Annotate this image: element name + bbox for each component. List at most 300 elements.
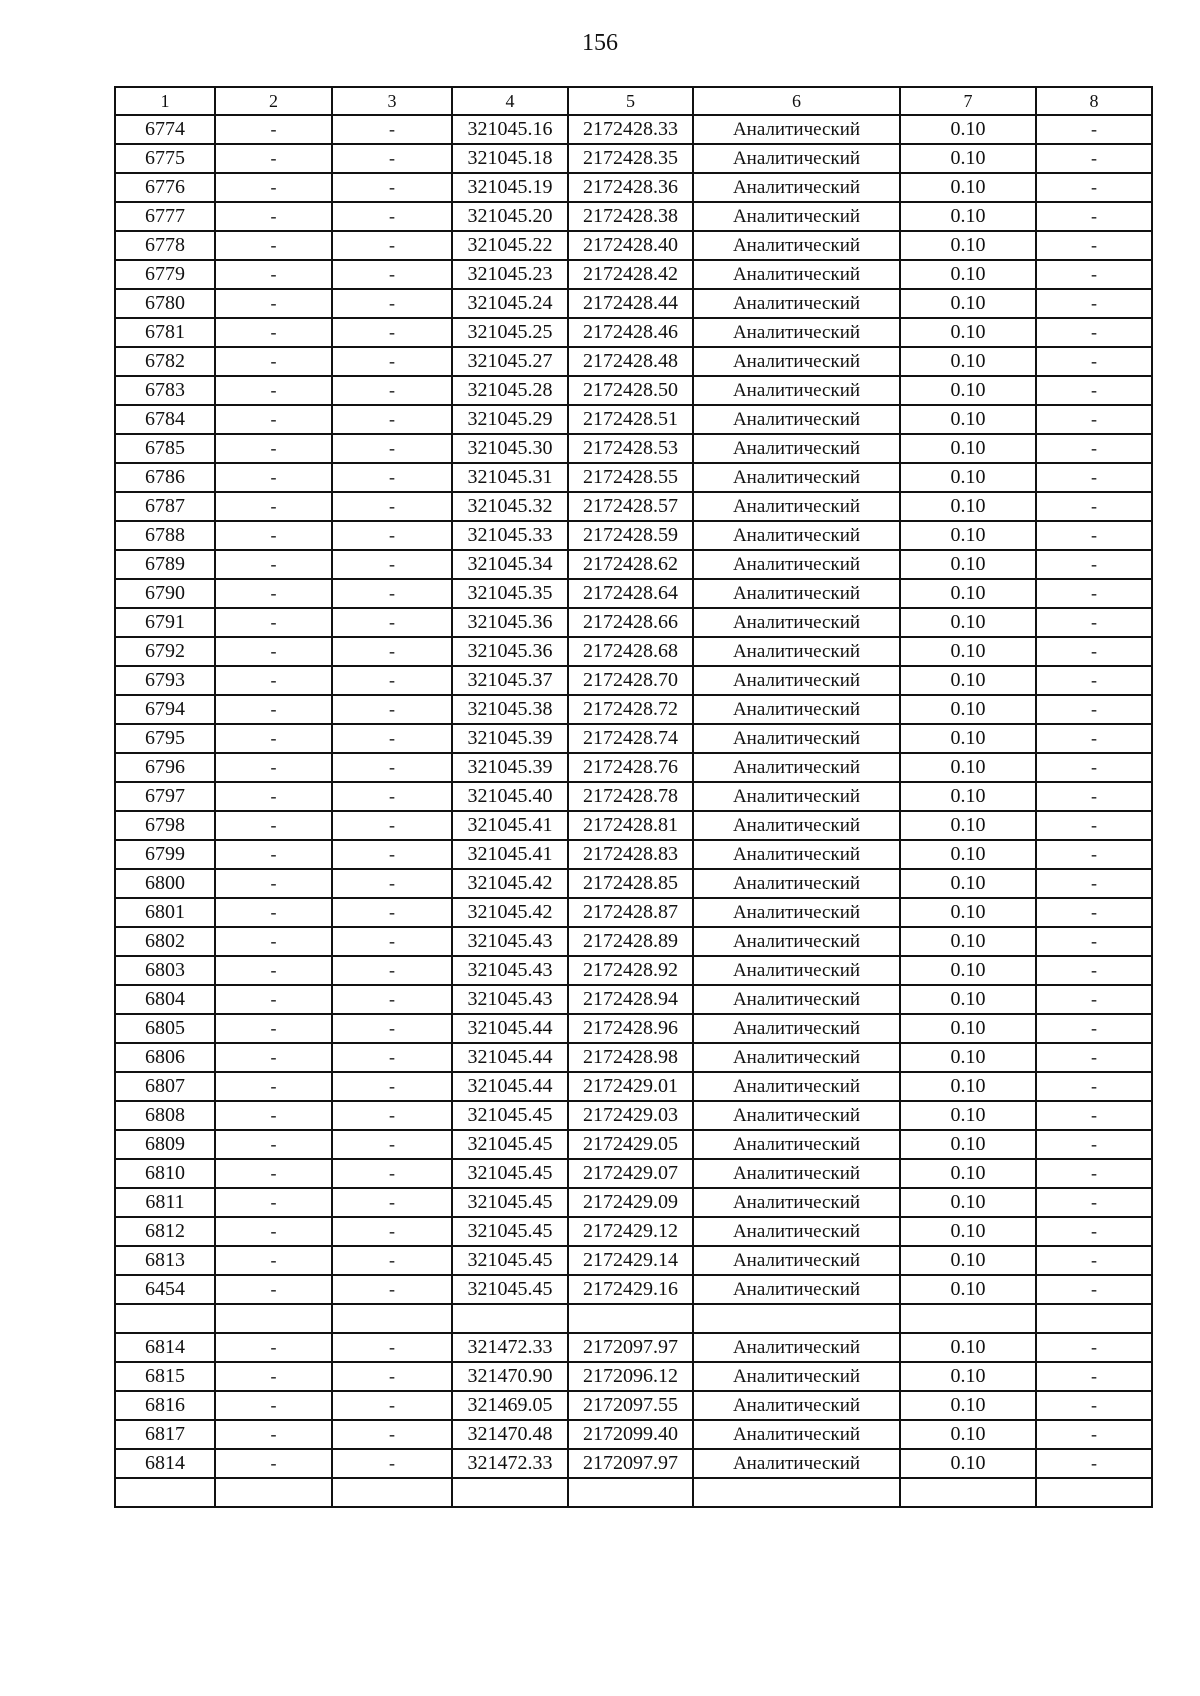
cell-method: Аналитический (693, 231, 900, 260)
cell-x-coordinate: 321045.23 (452, 260, 568, 289)
cell-accuracy: 0.10 (900, 1101, 1036, 1130)
cell-accuracy: 0.10 (900, 840, 1036, 869)
cell-method: Аналитический (693, 1159, 900, 1188)
cell-accuracy: 0.10 (900, 1333, 1036, 1362)
cell-method: Аналитический (693, 666, 900, 695)
cell-x-coordinate: 321045.45 (452, 1275, 568, 1304)
cell-accuracy: 0.10 (900, 869, 1036, 898)
cell-point-number: 6813 (115, 1246, 215, 1275)
cell-col8-value: - (1036, 231, 1152, 260)
cell-method: Аналитический (693, 1362, 900, 1391)
cell-method: Аналитический (693, 927, 900, 956)
cell-col8-value: - (1036, 376, 1152, 405)
cell-col3-value: - (332, 840, 452, 869)
cell-y-coordinate: 2172428.92 (568, 956, 693, 985)
cell-col2-value: - (215, 956, 332, 985)
cell-col8-value: - (1036, 347, 1152, 376)
cell-col8-value: - (1036, 608, 1152, 637)
table-body (115, 115, 1152, 1507)
cell-col2-value: - (215, 1072, 332, 1101)
cell-col8-value (1036, 1478, 1152, 1507)
cell-point-number: 6786 (115, 463, 215, 492)
cell-col2-value: - (215, 144, 332, 173)
cell-col2-value: - (215, 753, 332, 782)
cell-y-coordinate: 2172428.72 (568, 695, 693, 724)
cell-y-coordinate (568, 1304, 693, 1333)
cell-accuracy: 0.10 (900, 724, 1036, 753)
cell-point-number: 6800 (115, 869, 215, 898)
cell-point-number: 6815 (115, 1362, 215, 1391)
cell-method (693, 1304, 900, 1333)
cell-col3-value: - (332, 318, 452, 347)
cell-point-number: 6814 (115, 1333, 215, 1362)
cell-point-number: 6806 (115, 1043, 215, 1072)
cell-col2-value: - (215, 347, 332, 376)
cell-y-coordinate: 2172429.14 (568, 1246, 693, 1275)
cell-col2-value: - (215, 463, 332, 492)
cell-method: Аналитический (693, 1014, 900, 1043)
cell-x-coordinate: 321045.28 (452, 376, 568, 405)
cell-col3-value: - (332, 1420, 452, 1449)
cell-col2-value: - (215, 434, 332, 463)
cell-y-coordinate: 2172429.12 (568, 1217, 693, 1246)
table-row (115, 840, 1152, 869)
cell-method: Аналитический (693, 260, 900, 289)
cell-x-coordinate: 321045.42 (452, 869, 568, 898)
cell-x-coordinate: 321045.45 (452, 1159, 568, 1188)
column-header-7: 7 (900, 87, 1036, 115)
table-row (115, 1362, 1152, 1391)
cell-point-number: 6797 (115, 782, 215, 811)
cell-col8-value: - (1036, 1188, 1152, 1217)
cell-accuracy: 0.10 (900, 463, 1036, 492)
cell-accuracy: 0.10 (900, 376, 1036, 405)
cell-col2-value: - (215, 1275, 332, 1304)
cell-method: Аналитический (693, 1333, 900, 1362)
column-header-1: 1 (115, 87, 215, 115)
cell-method: Аналитический (693, 492, 900, 521)
cell-point-number: 6817 (115, 1420, 215, 1449)
cell-x-coordinate: 321045.41 (452, 811, 568, 840)
cell-col3-value: - (332, 608, 452, 637)
cell-col3-value: - (332, 1101, 452, 1130)
cell-col8-value: - (1036, 753, 1152, 782)
cell-point-number: 6794 (115, 695, 215, 724)
cell-method: Аналитический (693, 869, 900, 898)
table-row (115, 985, 1152, 1014)
cell-col3-value: - (332, 985, 452, 1014)
cell-accuracy: 0.10 (900, 173, 1036, 202)
table-row (115, 1246, 1152, 1275)
cell-col3-value: - (332, 1188, 452, 1217)
cell-method: Аналитический (693, 521, 900, 550)
cell-col8-value: - (1036, 898, 1152, 927)
cell-x-coordinate: 321045.36 (452, 608, 568, 637)
cell-accuracy: 0.10 (900, 782, 1036, 811)
cell-y-coordinate: 2172428.44 (568, 289, 693, 318)
table-row (115, 347, 1152, 376)
cell-x-coordinate: 321045.45 (452, 1130, 568, 1159)
cell-col2-value: - (215, 1420, 332, 1449)
cell-col8-value: - (1036, 666, 1152, 695)
cell-method: Аналитический (693, 1130, 900, 1159)
cell-method: Аналитический (693, 782, 900, 811)
cell-col2-value: - (215, 782, 332, 811)
column-header-3: 3 (332, 87, 452, 115)
cell-col3-value: - (332, 434, 452, 463)
cell-point-number: 6780 (115, 289, 215, 318)
cell-point-number: 6810 (115, 1159, 215, 1188)
cell-col3-value: - (332, 231, 452, 260)
cell-accuracy: 0.10 (900, 927, 1036, 956)
cell-accuracy: 0.10 (900, 231, 1036, 260)
cell-method: Аналитический (693, 579, 900, 608)
cell-method: Аналитический (693, 173, 900, 202)
cell-x-coordinate: 321045.44 (452, 1043, 568, 1072)
cell-accuracy: 0.10 (900, 550, 1036, 579)
table-row (115, 1014, 1152, 1043)
cell-method: Аналитический (693, 985, 900, 1014)
cell-col2-value: - (215, 492, 332, 521)
table-row (115, 202, 1152, 231)
cell-x-coordinate: 321045.37 (452, 666, 568, 695)
cell-col3-value: - (332, 376, 452, 405)
cell-col8-value: - (1036, 1333, 1152, 1362)
cell-col2-value: - (215, 1159, 332, 1188)
cell-accuracy: 0.10 (900, 115, 1036, 144)
cell-method: Аналитический (693, 695, 900, 724)
table-row (115, 869, 1152, 898)
cell-y-coordinate: 2172428.70 (568, 666, 693, 695)
cell-col2-value: - (215, 927, 332, 956)
cell-col3-value: - (332, 1072, 452, 1101)
table-row (115, 1275, 1152, 1304)
table-row (115, 1072, 1152, 1101)
cell-x-coordinate: 321045.45 (452, 1101, 568, 1130)
cell-col2-value: - (215, 1014, 332, 1043)
cell-point-number: 6803 (115, 956, 215, 985)
table-row (115, 463, 1152, 492)
cell-method: Аналитический (693, 347, 900, 376)
cell-point-number: 6811 (115, 1188, 215, 1217)
cell-x-coordinate (452, 1304, 568, 1333)
cell-method: Аналитический (693, 289, 900, 318)
cell-point-number: 6777 (115, 202, 215, 231)
cell-col3-value: - (332, 1362, 452, 1391)
cell-x-coordinate: 321045.40 (452, 782, 568, 811)
cell-accuracy: 0.10 (900, 695, 1036, 724)
column-header-5: 5 (568, 87, 693, 115)
table-row (115, 1391, 1152, 1420)
cell-col8-value: - (1036, 434, 1152, 463)
cell-col2-value: - (215, 202, 332, 231)
cell-x-coordinate: 321472.33 (452, 1333, 568, 1362)
cell-col3-value: - (332, 1391, 452, 1420)
cell-y-coordinate: 2172097.97 (568, 1333, 693, 1362)
cell-method: Аналитический (693, 318, 900, 347)
cell-x-coordinate: 321045.45 (452, 1217, 568, 1246)
cell-y-coordinate: 2172429.07 (568, 1159, 693, 1188)
cell-method: Аналитический (693, 1217, 900, 1246)
table-row (115, 144, 1152, 173)
cell-accuracy (900, 1478, 1036, 1507)
cell-method: Аналитический (693, 434, 900, 463)
table-row (115, 376, 1152, 405)
cell-col3-value: - (332, 1275, 452, 1304)
cell-y-coordinate: 2172428.62 (568, 550, 693, 579)
cell-method: Аналитический (693, 898, 900, 927)
cell-method: Аналитический (693, 1072, 900, 1101)
table-row (115, 405, 1152, 434)
cell-col8-value: - (1036, 144, 1152, 173)
cell-point-number (115, 1478, 215, 1507)
cell-x-coordinate: 321470.48 (452, 1420, 568, 1449)
cell-col3-value: - (332, 463, 452, 492)
table-row (115, 579, 1152, 608)
cell-method: Аналитический (693, 753, 900, 782)
cell-method: Аналитический (693, 202, 900, 231)
cell-col2-value (215, 1304, 332, 1333)
table-row (115, 260, 1152, 289)
cell-point-number: 6783 (115, 376, 215, 405)
cell-col3-value: - (332, 666, 452, 695)
column-header-2: 2 (215, 87, 332, 115)
cell-x-coordinate: 321045.32 (452, 492, 568, 521)
cell-method: Аналитический (693, 1391, 900, 1420)
table-row (115, 637, 1152, 666)
cell-y-coordinate: 2172428.78 (568, 782, 693, 811)
table-row (115, 1188, 1152, 1217)
cell-point-number: 6802 (115, 927, 215, 956)
page-number: 156 (582, 30, 618, 56)
table-row (115, 695, 1152, 724)
cell-point-number: 6790 (115, 579, 215, 608)
cell-point-number: 6795 (115, 724, 215, 753)
cell-col8-value: - (1036, 811, 1152, 840)
cell-y-coordinate: 2172428.38 (568, 202, 693, 231)
cell-y-coordinate: 2172428.51 (568, 405, 693, 434)
cell-y-coordinate: 2172428.57 (568, 492, 693, 521)
cell-col8-value: - (1036, 405, 1152, 434)
cell-accuracy: 0.10 (900, 637, 1036, 666)
cell-y-coordinate: 2172429.05 (568, 1130, 693, 1159)
cell-x-coordinate (452, 1478, 568, 1507)
cell-y-coordinate: 2172429.03 (568, 1101, 693, 1130)
cell-x-coordinate: 321045.43 (452, 956, 568, 985)
cell-method: Аналитический (693, 1101, 900, 1130)
cell-point-number: 6801 (115, 898, 215, 927)
table-row (115, 1478, 1152, 1507)
cell-x-coordinate: 321045.42 (452, 898, 568, 927)
cell-x-coordinate: 321045.39 (452, 753, 568, 782)
cell-x-coordinate: 321045.39 (452, 724, 568, 753)
cell-col2-value: - (215, 695, 332, 724)
cell-x-coordinate: 321045.45 (452, 1188, 568, 1217)
cell-col8-value: - (1036, 550, 1152, 579)
cell-y-coordinate: 2172428.87 (568, 898, 693, 927)
cell-accuracy: 0.10 (900, 1449, 1036, 1478)
cell-col8-value: - (1036, 1362, 1152, 1391)
cell-x-coordinate: 321045.22 (452, 231, 568, 260)
cell-accuracy: 0.10 (900, 956, 1036, 985)
cell-accuracy: 0.10 (900, 347, 1036, 376)
table-row (115, 753, 1152, 782)
cell-col2-value: - (215, 1246, 332, 1275)
cell-accuracy: 0.10 (900, 898, 1036, 927)
cell-x-coordinate: 321045.16 (452, 115, 568, 144)
cell-y-coordinate: 2172097.55 (568, 1391, 693, 1420)
cell-col3-value: - (332, 173, 452, 202)
table-row (115, 811, 1152, 840)
cell-col3-value: - (332, 202, 452, 231)
cell-col3-value: - (332, 492, 452, 521)
cell-y-coordinate: 2172428.36 (568, 173, 693, 202)
cell-col3-value: - (332, 1014, 452, 1043)
cell-y-coordinate: 2172428.76 (568, 753, 693, 782)
cell-y-coordinate: 2172428.74 (568, 724, 693, 753)
cell-x-coordinate: 321045.18 (452, 144, 568, 173)
cell-col3-value: - (332, 869, 452, 898)
cell-x-coordinate: 321045.19 (452, 173, 568, 202)
cell-col2-value: - (215, 985, 332, 1014)
cell-col3-value: - (332, 637, 452, 666)
cell-col2-value: - (215, 869, 332, 898)
cell-point-number: 6789 (115, 550, 215, 579)
cell-x-coordinate: 321045.30 (452, 434, 568, 463)
table-row (115, 666, 1152, 695)
cell-col2-value: - (215, 1130, 332, 1159)
cell-method: Аналитический (693, 637, 900, 666)
cell-method: Аналитический (693, 1188, 900, 1217)
cell-accuracy: 0.10 (900, 434, 1036, 463)
cell-accuracy: 0.10 (900, 1246, 1036, 1275)
table-row (115, 1449, 1152, 1478)
cell-accuracy: 0.10 (900, 1043, 1036, 1072)
cell-y-coordinate: 2172428.42 (568, 260, 693, 289)
cell-accuracy: 0.10 (900, 811, 1036, 840)
cell-accuracy: 0.10 (900, 1159, 1036, 1188)
cell-col2-value: - (215, 289, 332, 318)
cell-method: Аналитический (693, 840, 900, 869)
cell-accuracy: 0.10 (900, 753, 1036, 782)
cell-point-number: 6778 (115, 231, 215, 260)
cell-col8-value: - (1036, 1420, 1152, 1449)
cell-point-number: 6799 (115, 840, 215, 869)
cell-accuracy: 0.10 (900, 521, 1036, 550)
cell-col3-value: - (332, 521, 452, 550)
cell-point-number: 6779 (115, 260, 215, 289)
cell-point-number: 6785 (115, 434, 215, 463)
cell-y-coordinate: 2172428.96 (568, 1014, 693, 1043)
cell-accuracy: 0.10 (900, 1130, 1036, 1159)
cell-accuracy: 0.10 (900, 608, 1036, 637)
table-row (115, 1159, 1152, 1188)
cell-y-coordinate (568, 1478, 693, 1507)
cell-y-coordinate: 2172429.01 (568, 1072, 693, 1101)
cell-accuracy: 0.10 (900, 405, 1036, 434)
cell-col2-value: - (215, 550, 332, 579)
cell-x-coordinate: 321472.33 (452, 1449, 568, 1478)
cell-col2-value: - (215, 115, 332, 144)
column-header-4: 4 (452, 87, 568, 115)
cell-y-coordinate: 2172428.40 (568, 231, 693, 260)
cell-col2-value: - (215, 521, 332, 550)
cell-point-number: 6805 (115, 1014, 215, 1043)
cell-col2-value: - (215, 1391, 332, 1420)
cell-accuracy: 0.10 (900, 1391, 1036, 1420)
cell-method: Аналитический (693, 1275, 900, 1304)
cell-col3-value (332, 1478, 452, 1507)
cell-y-coordinate: 2172428.50 (568, 376, 693, 405)
cell-y-coordinate: 2172428.98 (568, 1043, 693, 1072)
cell-col8-value: - (1036, 1043, 1152, 1072)
cell-accuracy: 0.10 (900, 144, 1036, 173)
cell-col8-value: - (1036, 956, 1152, 985)
table-row (115, 927, 1152, 956)
cell-col8-value: - (1036, 840, 1152, 869)
cell-col8-value: - (1036, 724, 1152, 753)
cell-col2-value: - (215, 811, 332, 840)
cell-col8-value: - (1036, 202, 1152, 231)
cell-accuracy: 0.10 (900, 1188, 1036, 1217)
table-row (115, 115, 1152, 144)
column-header-6: 6 (693, 87, 900, 115)
table-row (115, 521, 1152, 550)
cell-col8-value: - (1036, 985, 1152, 1014)
cell-y-coordinate: 2172428.89 (568, 927, 693, 956)
cell-accuracy: 0.10 (900, 318, 1036, 347)
cell-col8-value: - (1036, 492, 1152, 521)
cell-col3-value: - (332, 724, 452, 753)
cell-accuracy: 0.10 (900, 289, 1036, 318)
cell-point-number: 6787 (115, 492, 215, 521)
table-row (115, 173, 1152, 202)
cell-point-number: 6776 (115, 173, 215, 202)
table-row (115, 1217, 1152, 1246)
cell-method: Аналитический (693, 956, 900, 985)
table-row (115, 608, 1152, 637)
table-row (115, 434, 1152, 463)
cell-x-coordinate: 321469.05 (452, 1391, 568, 1420)
cell-point-number: 6454 (115, 1275, 215, 1304)
cell-method: Аналитический (693, 405, 900, 434)
cell-point-number: 6812 (115, 1217, 215, 1246)
cell-col2-value: - (215, 1101, 332, 1130)
coordinates-table (114, 86, 1153, 1508)
cell-x-coordinate: 321045.43 (452, 927, 568, 956)
cell-x-coordinate: 321045.45 (452, 1246, 568, 1275)
cell-col2-value: - (215, 405, 332, 434)
table-row (115, 956, 1152, 985)
cell-y-coordinate: 2172428.53 (568, 434, 693, 463)
cell-point-number: 6775 (115, 144, 215, 173)
cell-y-coordinate: 2172428.55 (568, 463, 693, 492)
cell-accuracy: 0.10 (900, 985, 1036, 1014)
cell-col3-value: - (332, 347, 452, 376)
cell-accuracy: 0.10 (900, 1420, 1036, 1449)
cell-accuracy: 0.10 (900, 202, 1036, 231)
cell-col8-value: - (1036, 173, 1152, 202)
cell-x-coordinate: 321045.41 (452, 840, 568, 869)
cell-method: Аналитический (693, 1043, 900, 1072)
cell-col8-value: - (1036, 1072, 1152, 1101)
cell-col3-value: - (332, 1333, 452, 1362)
table-row (115, 782, 1152, 811)
cell-col8-value: - (1036, 1391, 1152, 1420)
cell-accuracy (900, 1304, 1036, 1333)
cell-col3-value: - (332, 289, 452, 318)
cell-x-coordinate: 321045.31 (452, 463, 568, 492)
